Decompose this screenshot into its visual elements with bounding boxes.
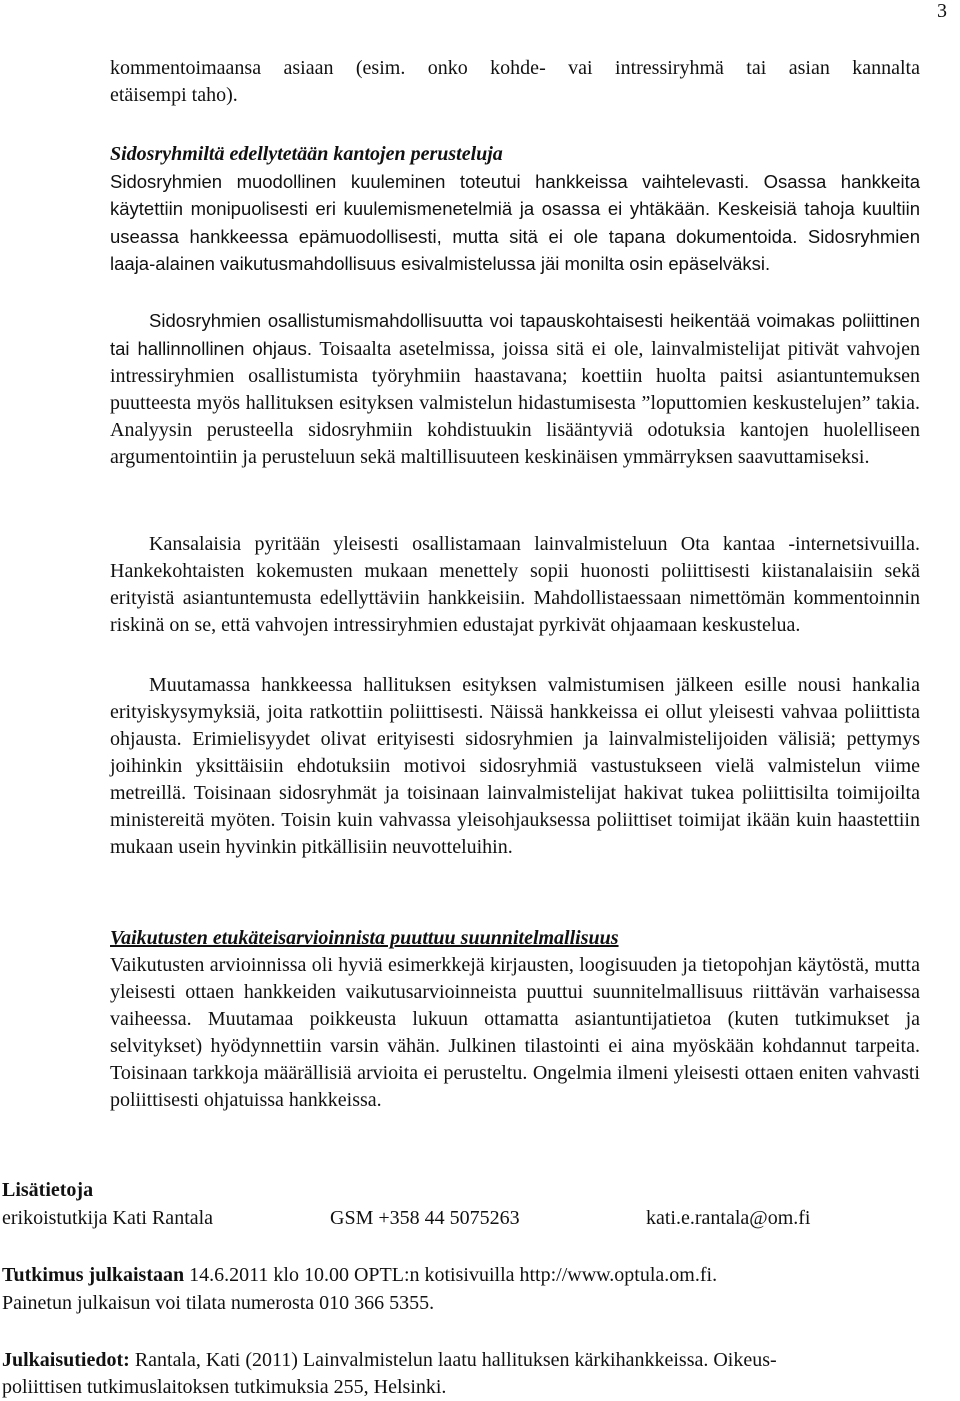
contact-phone: GSM +358 44 5075263 [330, 1207, 520, 1229]
citizen-paragraph [110, 531, 920, 639]
publish-label: Tutkimus julkaistaan [2, 1264, 185, 1286]
political-paragraph [110, 672, 920, 861]
intro-line-2: etäisempi taho). [110, 84, 238, 106]
stakeholder-text-1: Sidosryhmien muodollinen kuuleminen toteutui hankkeissa vaihtelevasti. Osassa hankkeita käytettiin monipuolisesti eri kuulemismenetelmiä ja osassa ei yhtäkään. Keskeisiä tahoja kuultiin useassa hankkeessa epämuodollisesti, mutta sitä ei ole tapana dokumentoida. Sidosryhmien laaja-alainen vaikutusmahdollisuus esivalmistelussa jäi monilta osin epäselväksi. [110, 171, 920, 274]
contact-name: erikoistutkija Kati Rantala [2, 1207, 214, 1229]
contact-email[interactable]: kati.e.rantala@om.fi [646, 1207, 811, 1229]
contact-heading: Lisätietoja [2, 1179, 94, 1201]
publish-order-line: Painetun julkaisun voi tilata numerosta 010 366 5355. [2, 1292, 435, 1314]
publish-line [2, 1262, 717, 1289]
section-heading-stakeholders: Sidosryhmiltä edellytetään kantojen perusteluja [110, 143, 503, 165]
citation-text-1: Rantala, Kati (2011) Lainvalmistelun laatu hallituksen kärkihankkeissa. Oikeus- [129, 1349, 777, 1371]
political-text: Muutamassa hankkeessa hallituksen esityksen valmistumisen jälkeen esille nousi hankalia erityiskysymyksiä, joita ratkottiin poliittisesti. Näissä hankkeissa ei ollut yleisesti vahvaa poliittista ohjausta. Erimielisyydet olivat erityisesti sidosryhmien ja lainvalmistelijoiden välisiä; pettymys joihinkin yksittäisiin ehdotuksiin motivoi sidosryhmiä vastustukseen vielä valmistelun viime metreillä. Toisinaan sidosryhmät ja toisinaan lainvalmistelijat hakivat tukea poliittisilta toimijoilta ministereitä myöten. Toisin kuin vahvassa yleisohjauksessa poliittiset toimijat ikään kuin haastettiin mukaan usein hyvinkin pitkällisiin neuvotteluihin. [110, 674, 920, 858]
impact-paragraph [110, 952, 920, 1114]
stakeholder-text-2a: Sidosryhmien osallistumismahdollisuutta voi tapauskohtaisesti heikentää voimakas poliittinen tai hallinnollinen ohjaus. [110, 310, 920, 359]
impact-text: Vaikutusten arvioinnissa oli hyviä esimerkkejä kirjausten, loogisuuden ja tietopohjan käytöstä, mutta yleisesti ottaen hankkeiden vaikutusarvioinneista puuttui suunnitelmallisuus riittävän varhaisessa vaiheessa. Muutamaa poikkeusta lukuun ottamatta asiantuntijatietoa (kuten tutkimukset ja selvitykset) hyödynnettiin varsin vähän. Julkinen tilastointi ei aina myöskään kohdannut tarpeita. Toisinaan tarkkoja määrällisiä arvioita ei perusteltu. Ongelmia ilmeni yleisesti ottaen eniten vahvasti poliittisesti ohjatuissa hankkeissa. [110, 954, 920, 1111]
intro-line-1: kommentoimaansa asiaan (esim. onko kohde- vai intressiryhmä tai asian kannalta [110, 57, 920, 79]
stakeholder-paragraph-2 [110, 307, 920, 471]
stakeholder-paragraph-1 [110, 168, 920, 277]
stakeholder-text-2b: Toisaalta asetelmissa, joissa sitä ei ole, lainvalmistelijat pitivät vahvojen intressiryhmien osallistumista työryhmiin haastavana; koettiin huolta paitsi asiantuntemuksen puutteesta myös hallituksen esityksen valmistelun hidastumisesta ”loputtomien keskustelujen” takia. Analyysin perusteella sidosryhmiin kohdistuukin lisääntyviä odotuksia kantojen huolelliseen argumentointiin ja perusteluun sekä maltillisuuteen keskinäisen ymmärryksen saavuttamiseksi. [110, 338, 920, 468]
section-heading-impact: Vaikutusten etukäteisarvioinnista puuttuu suunnitelmallisuus [110, 927, 619, 949]
citation-line-2: poliittisen tutkimuslaitoksen tutkimuksia 255, Helsinki. [2, 1376, 447, 1398]
page-number: 3 [937, 0, 947, 22]
citation-line-1 [2, 1347, 777, 1374]
publish-text: 14.6.2011 klo 10.00 OPTL:n kotisivuilla http://www.optula.om.fi. [184, 1264, 718, 1286]
citizen-text: Kansalaisia pyritään yleisesti osallistamaan lainvalmisteluun Ota kantaa -internetsivuilla. Hankekohtaisten kokemusten mukaan menettely sopii huonosti poliittisesti kiistanalaisiin sekä erityistä asiantuntemusta edellyttäviin hankkeisiin. Mahdollistaessaan nimettömän kommentoinnin riskinä on se, että vahvojen intressiryhmien edustajat pyrkivät ohjaamaan keskustelua. [110, 533, 920, 636]
intro-paragraph [110, 55, 920, 109]
citation-label: Julkaisutiedot: [2, 1349, 130, 1371]
